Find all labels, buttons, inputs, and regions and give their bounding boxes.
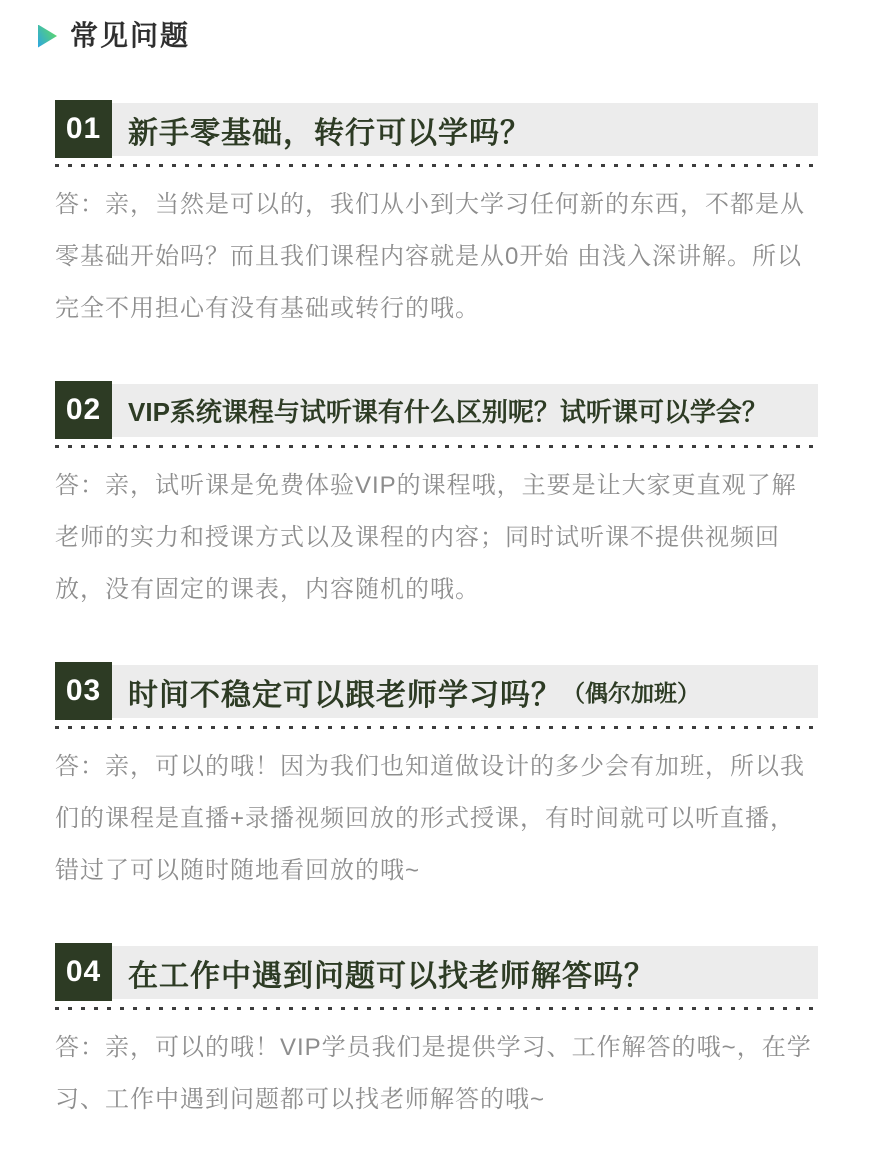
dotted-divider	[55, 1007, 818, 1010]
faq-list	[55, 100, 818, 1126]
question-number-badge: 01	[55, 100, 112, 158]
question-bar	[112, 946, 818, 999]
question-title-bar	[55, 381, 818, 439]
question-title-bar	[55, 662, 818, 720]
faq-item	[55, 662, 818, 897]
question-title: 在工作中遇到问题可以找老师解答吗？	[128, 959, 655, 993]
faq-item	[55, 943, 818, 1126]
answer-text: 答：亲，试听课是免费体验VIP的课程哦，主要是让大家更直观了解老师的实力和授课方式以及课程的内容；同时试听课不提供视频回放，没有固定的课表，内容随机的哦。	[55, 472, 797, 603]
question-number-badge: 02	[55, 381, 112, 439]
question-number-badge: 03	[55, 662, 112, 720]
question-number-badge: 04	[55, 943, 112, 1001]
faq-item	[55, 381, 818, 616]
question-title-bar	[55, 100, 818, 158]
question-title: 时间不稳定可以跟老师学习吗？	[128, 678, 562, 712]
answer-text: 答：亲，当然是可以的，我们从小到大学习任何新的东西，不都是从零基础开始吗？而且我们课程内容就是从0开始 由浅入深讲解。所以完全不用担心有没有基础或转行的哦。	[55, 191, 805, 322]
question-title: VIP系统课程与试听课有什么区别呢？试听课可以学会？	[128, 397, 768, 427]
section-header	[0, 0, 880, 50]
question-bar	[112, 665, 818, 718]
question-title-bar	[55, 943, 818, 1001]
play-triangle-icon	[38, 25, 57, 48]
dotted-divider	[55, 164, 818, 167]
page-title: 常见问题	[70, 20, 191, 51]
answer-text: 答：亲，可以的哦！VIP学员我们是提供学习、工作解答的哦~，在学习、工作中遇到问题都可以找老师解答的哦~	[55, 1034, 812, 1113]
answer-text: 答：亲，可以的哦！因为我们也知道做设计的多少会有加班，所以我们的课程是直播+录播视频回放的形式授课，有时间就可以听直播，错过了可以随时随地看回放的哦~	[55, 753, 805, 884]
dotted-divider	[55, 726, 818, 729]
question-bar	[112, 103, 818, 156]
dotted-divider	[55, 445, 818, 448]
question-title-suffix: （偶尔加班）	[562, 680, 700, 706]
question-bar	[112, 384, 818, 437]
faq-item	[55, 100, 818, 335]
question-title: 新手零基础，转行可以学吗？	[128, 116, 531, 150]
